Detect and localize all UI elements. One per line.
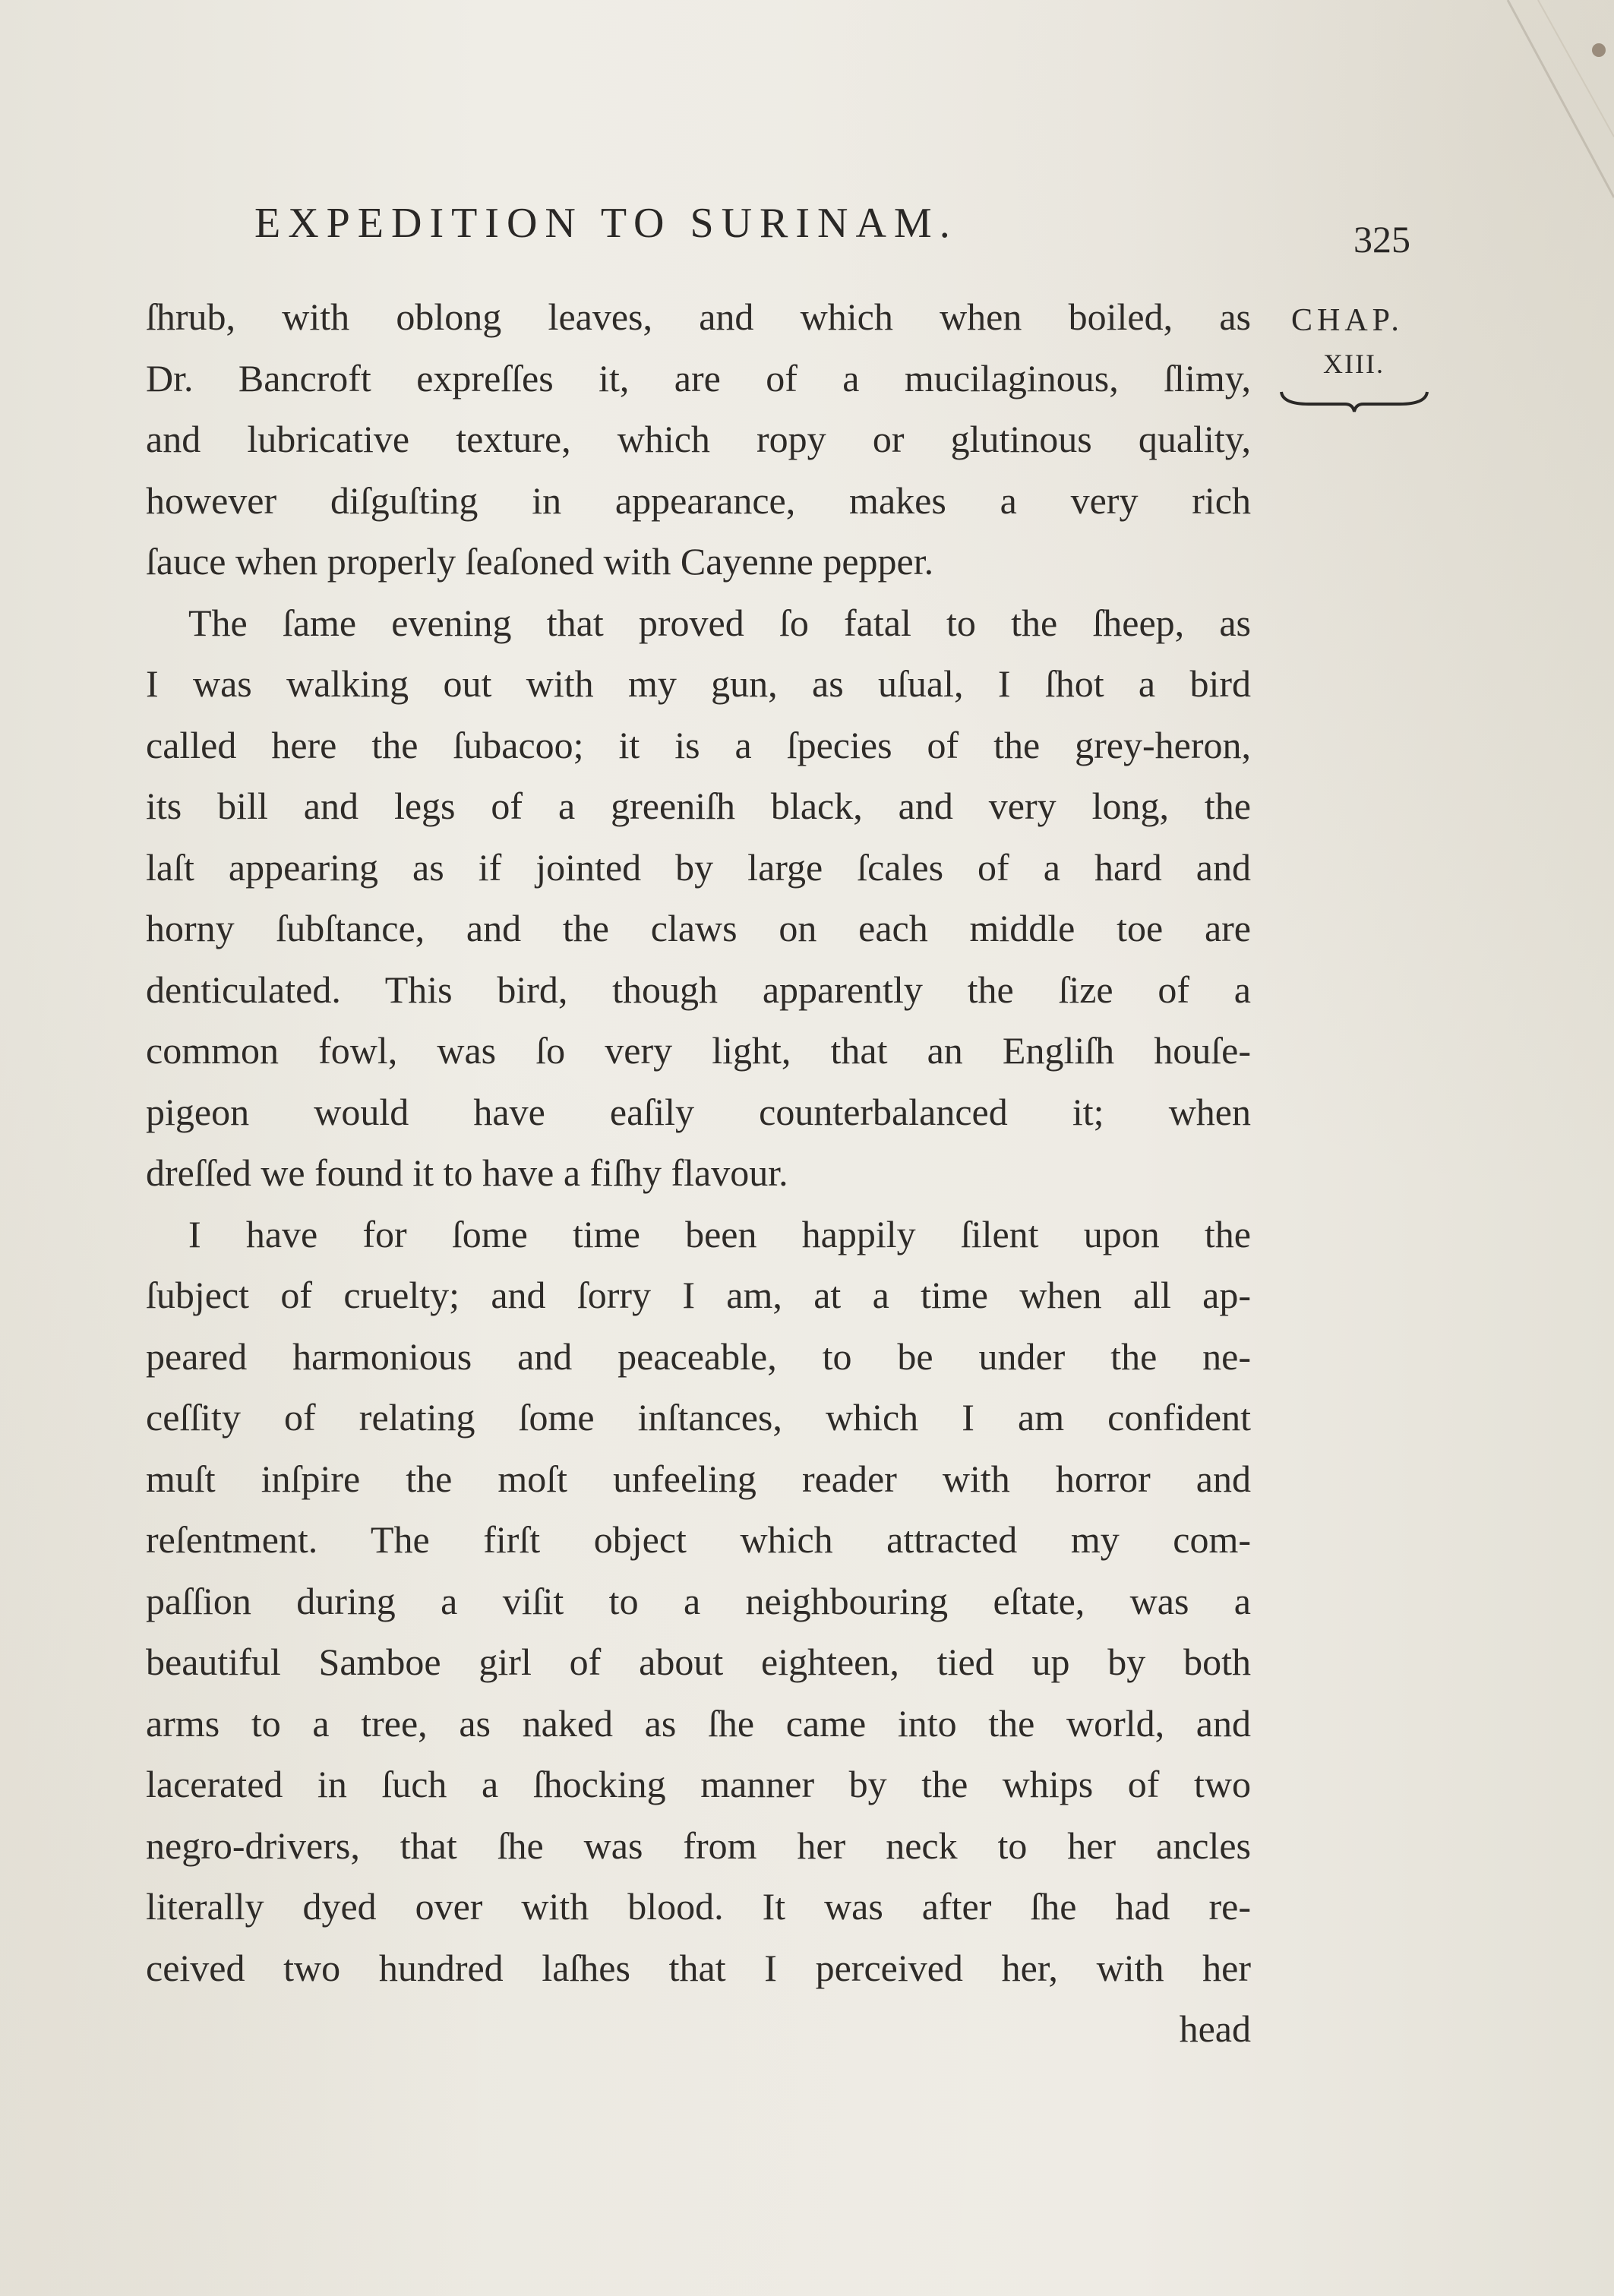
text-line: ſubject of cruelty; and ſorry I am, at a time when all ap- [146, 1274, 1251, 1316]
text-line: and lubricative texture, which ropy or glutinous quality, [146, 418, 1251, 460]
text-line: however diſguſting in appearance, makes a very rich [146, 478, 1251, 522]
text-line: The ſame evening that proved ſo fatal to the ſheep, as [188, 601, 1251, 644]
paragraph-2 [146, 592, 1251, 1204]
text-line: I have for ſome time been happily ſilent upon the [188, 1212, 1251, 1255]
text-line: I was walking out with my gun, as uſual, I ſhot a bird [146, 662, 1251, 705]
text-line: horny ſubſtance, and the claws on each middle toe are [146, 907, 1251, 949]
text-line: pigeon would have eaſily counterbalanced it; when [146, 1090, 1251, 1133]
chapter-brace-ornament [1278, 387, 1430, 418]
text-line: peared harmonious and peaceable, to be under the ne- [146, 1334, 1251, 1378]
text-line: its bill and legs of a greeniſh black, and very long, the [146, 785, 1251, 827]
text-line: paſſion during a viſit to a neighbouring eſtate, was a [146, 1579, 1251, 1622]
chapter-label: CHAP. [1291, 303, 1404, 338]
text-line: ceived two hundred laſhes that I perceived her, with her [146, 1946, 1251, 1989]
text-line: literally dyed over with blood. It was after ſhe had re- [146, 1885, 1251, 1928]
page-corner-crease [1492, 0, 1614, 319]
text-line: lacerated in ſuch a ſhocking manner by the whips of two [146, 1763, 1251, 1805]
text-line: laſt appearing as if jointed by large ſcales of a hard and [146, 845, 1251, 889]
running-head-title: EXPEDITION TO SURINAM. [254, 200, 958, 247]
text-line: muſt inſpire the moſt unfeeling reader with horror and [146, 1457, 1251, 1500]
chapter-number: XIII. [1323, 349, 1385, 379]
page-number: 325 [1353, 218, 1410, 261]
text-line: beautiful Samboe girl of about eighteen, tied up by both [146, 1641, 1251, 1683]
text-line: ceſſity of relating ſome inſtances, which I am confident [146, 1396, 1251, 1439]
text-line: ſhrub, with oblong leaves, and which when boiled, as [146, 295, 1251, 338]
body-text [146, 286, 1251, 2060]
text-line: denticulated. This bird, though apparently the ſize of a [146, 968, 1251, 1011]
text-line: common fowl, was ſo very light, that an Engliſh houſe- [146, 1029, 1251, 1072]
text-line: dreſſed we found it to have a fiſhy flavour. [146, 1151, 788, 1194]
text-line: called here the ſubacoo; it is a ſpecies of the grey-heron, [146, 723, 1251, 766]
text-line: negro-drivers, that ſhe was from her neck to her ancles [146, 1824, 1251, 1867]
paragraph-3 [146, 1204, 1251, 1999]
text-line: Dr. Bancroft expreſſes it, are of a mucilaginous, ſlimy, [146, 356, 1251, 400]
paragraph-1 [146, 286, 1251, 592]
catchword: head [1179, 2007, 1251, 2050]
text-line: reſentment. The firſt object which attracted my com- [146, 1518, 1251, 1561]
text-line: ſauce when properly ſeaſoned with Cayenne pepper. [146, 540, 934, 583]
text-line: arms to a tree, as naked as ſhe came into the world, and [146, 1701, 1251, 1745]
